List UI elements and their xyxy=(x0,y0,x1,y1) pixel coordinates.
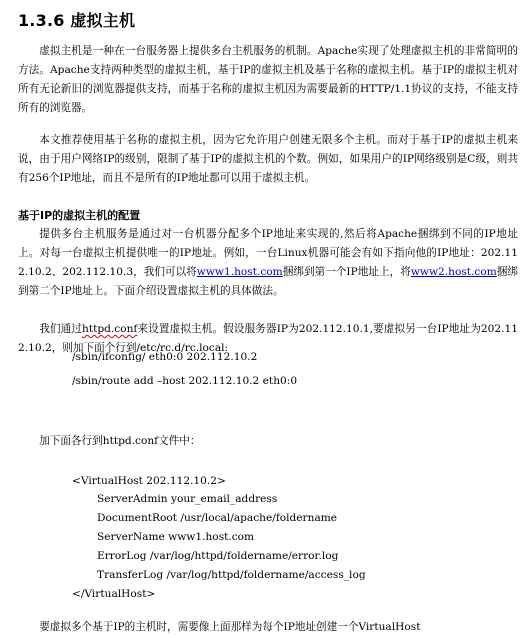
link-www1-host[interactable]: www1.host.com xyxy=(196,266,283,278)
paragraph-recommendation: 本文推荐使用基于名称的虚拟主机，因为它允许用户创建无限多个主机。而对于基于IP的虚拟主机来说，由于用户网络IP的级别，限制了基于IP的虚拟主机的个数。例如，如果用户的IP网络级别是C级，则共有256个IP地址，而且不是所有的IP地址都可以用于虚拟主机。 xyxy=(18,134,518,184)
code-line-document-root: DocumentRoot /usr/local/apache/foldername xyxy=(97,512,338,524)
paragraph-ip-binding-text-c: 捆绑到第二个IP地址上。下面介绍设置虚拟主机的具体做法。 xyxy=(18,266,519,297)
paragraph-ip-binding xyxy=(18,225,518,301)
section-number: 1.3.6 xyxy=(18,11,65,30)
subheading-ip-vhost-config: 基于IP的虚拟主机的配置 xyxy=(18,209,141,222)
link-www2-host[interactable]: www2.host.com xyxy=(410,266,497,278)
paragraph-intro: 虚拟主机是一种在一台服务器上提供多台主机服务的机制。Apache实现了处理虚拟主机的非常简明的方法。Apache支持两种类型的虚拟主机，基于IP的虚拟主机及基于名称的虚拟主机。基于IP的虚拟主机对所有无论新旧的浏览器提供支持，而基于名称的虚拟主机因为需要最新的HTTP/1.1协议的支持，不能支持所有的浏览器。 xyxy=(18,45,518,114)
code-line-ifconfig: /sbin/ifconfig/ eth0:0 202.112.10.2 xyxy=(72,351,258,363)
paragraph-multiple-hosts: 要虚拟多个基于IP的主机时，需要像上面那样为每个IP地址创建一个VirtualHost xyxy=(39,621,421,633)
paragraph-ip-binding-text-b: 捆绑到第一个IP地址上，将 xyxy=(282,266,411,278)
paragraph-add-lines: 加下面各行到httpd.conf文件中： xyxy=(39,435,201,447)
code-line-vhost-close: </VirtualHost> xyxy=(72,588,156,600)
paragraph-ip-binding-text-a: 提供多台主机服务是通过对一台机器分配多个IP地址来实现的,然后将Apache捆绑到不同的IP地址上。对每一台虚拟主机提供唯一的IP地址。例如，一台Linux机器可能会有如下指向他的IP地址：202.112.10.2、202.112.10.3，我们可以将 xyxy=(18,228,518,278)
code-line-route: /sbin/route add –host 202.112.10.2 eth0:0 xyxy=(72,375,298,387)
paragraph-httpd-conf-text-a: 我们通过 xyxy=(39,323,83,335)
paragraph-httpd-conf-text-b: 来设置虚拟主机。假设服务器IP为202.112.10.1,要虚拟另一台IP地址为202.112.10.2，则加下面个行到/etc/rc.d/rc.local: xyxy=(18,323,518,354)
code-line-error-log: ErrorLog /var/log/httpd/foldername/error.log xyxy=(97,550,339,562)
code-line-vhost-open: <VirtualHost 202.112.10.2> xyxy=(72,475,226,487)
code-line-transfer-log: TransferLog /var/log/httpd/foldername/access_log xyxy=(97,569,366,581)
code-line-server-admin: ServerAdmin your_email_address xyxy=(97,493,278,505)
section-heading xyxy=(18,8,135,31)
section-title: 虚拟主机 xyxy=(70,11,136,30)
filename-httpd-conf: httpd.conf xyxy=(82,323,138,335)
code-line-server-name: ServerName www1.host.com xyxy=(97,531,255,543)
